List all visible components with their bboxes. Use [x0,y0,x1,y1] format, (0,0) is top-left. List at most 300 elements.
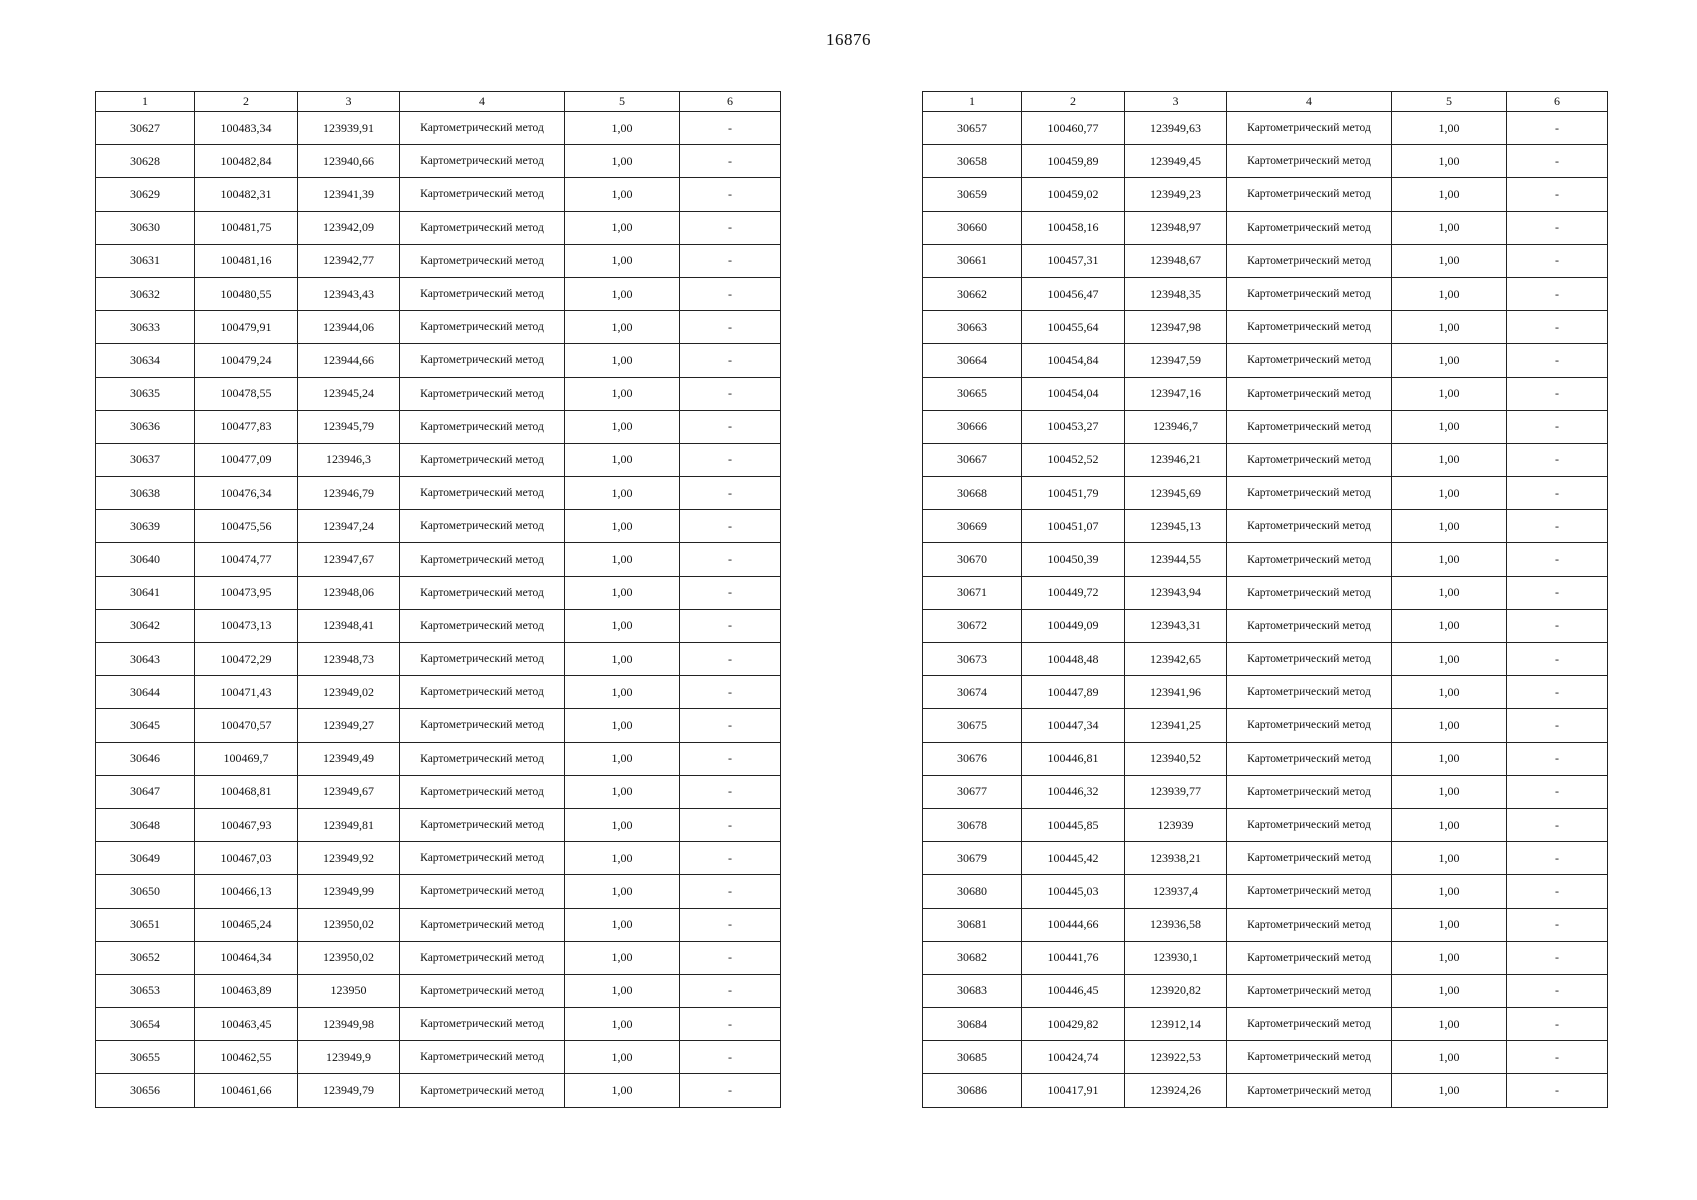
x-coordinate-cell: 100447,89 [1022,676,1125,709]
x-coordinate-cell: 100473,95 [195,576,298,609]
note-cell: - [680,477,781,510]
column-header-3: 3 [1125,92,1227,112]
table-row [96,941,781,974]
table-row [96,709,781,742]
point-number-cell: 30664 [923,344,1022,377]
table-row [923,277,1608,310]
x-coordinate-cell: 100467,03 [195,842,298,875]
y-coordinate-cell: 123930,1 [1125,941,1227,974]
note-cell: - [1507,908,1608,941]
method-cell: Картометрический метод [400,543,565,576]
accuracy-cell: 1,00 [565,609,680,642]
point-number-cell: 30681 [923,908,1022,941]
point-number-cell: 30627 [96,112,195,145]
y-coordinate-cell: 123949,23 [1125,178,1227,211]
table-row [923,410,1608,443]
note-cell: - [1507,543,1608,576]
method-cell: Картометрический метод [400,311,565,344]
coordinates-table-right [922,91,1608,1108]
table-row [923,941,1608,974]
accuracy-cell: 1,00 [565,145,680,178]
point-number-cell: 30649 [96,842,195,875]
point-number-cell: 30634 [96,344,195,377]
x-coordinate-cell: 100449,09 [1022,609,1125,642]
column-header-2: 2 [195,92,298,112]
column-header-3: 3 [298,92,400,112]
y-coordinate-cell: 123949,81 [298,808,400,841]
table-row [923,244,1608,277]
point-number-cell: 30671 [923,576,1022,609]
accuracy-cell: 1,00 [1392,377,1507,410]
method-cell: Картометрический метод [400,643,565,676]
point-number-cell: 30667 [923,443,1022,476]
note-cell: - [680,1041,781,1074]
y-coordinate-cell: 123947,98 [1125,311,1227,344]
x-coordinate-cell: 100458,16 [1022,211,1125,244]
table-row [96,344,781,377]
y-coordinate-cell: 123947,16 [1125,377,1227,410]
point-number-cell: 30650 [96,875,195,908]
table-row [923,908,1608,941]
note-cell: - [1507,410,1608,443]
column-header-1: 1 [96,92,195,112]
y-coordinate-cell: 123940,52 [1125,742,1227,775]
table-row [923,211,1608,244]
table-row [96,875,781,908]
y-coordinate-cell: 123950,02 [298,908,400,941]
table-row [96,676,781,709]
accuracy-cell: 1,00 [565,211,680,244]
point-number-cell: 30653 [96,974,195,1007]
accuracy-cell: 1,00 [565,941,680,974]
y-coordinate-cell: 123949,99 [298,875,400,908]
point-number-cell: 30630 [96,211,195,244]
method-cell: Картометрический метод [1227,643,1392,676]
method-cell: Картометрический метод [1227,377,1392,410]
x-coordinate-cell: 100449,72 [1022,576,1125,609]
y-coordinate-cell: 123947,59 [1125,344,1227,377]
x-coordinate-cell: 100476,34 [195,477,298,510]
y-coordinate-cell: 123949,45 [1125,145,1227,178]
point-number-cell: 30670 [923,543,1022,576]
y-coordinate-cell: 123939,77 [1125,775,1227,808]
x-coordinate-cell: 100482,84 [195,145,298,178]
note-cell: - [680,908,781,941]
y-coordinate-cell: 123941,96 [1125,676,1227,709]
y-coordinate-cell: 123949,67 [298,775,400,808]
point-number-cell: 30676 [923,742,1022,775]
point-number-cell: 30677 [923,775,1022,808]
note-cell: - [1507,1074,1608,1107]
point-number-cell: 30645 [96,709,195,742]
method-cell: Картометрический метод [1227,443,1392,476]
accuracy-cell: 1,00 [565,842,680,875]
accuracy-cell: 1,00 [565,112,680,145]
point-number-cell: 30656 [96,1074,195,1107]
method-cell: Картометрический метод [1227,178,1392,211]
point-number-cell: 30686 [923,1074,1022,1107]
point-number-cell: 30668 [923,477,1022,510]
note-cell: - [1507,1041,1608,1074]
y-coordinate-cell: 123924,26 [1125,1074,1227,1107]
note-cell: - [680,244,781,277]
note-cell: - [680,875,781,908]
note-cell: - [1507,676,1608,709]
accuracy-cell: 1,00 [565,576,680,609]
y-coordinate-cell: 123942,77 [298,244,400,277]
x-coordinate-cell: 100450,39 [1022,543,1125,576]
method-cell: Картометрический метод [1227,211,1392,244]
point-number-cell: 30673 [923,643,1022,676]
y-coordinate-cell: 123938,21 [1125,842,1227,875]
x-coordinate-cell: 100460,77 [1022,112,1125,145]
accuracy-cell: 1,00 [565,377,680,410]
point-number-cell: 30633 [96,311,195,344]
method-cell: Картометрический метод [400,1074,565,1107]
point-number-cell: 30662 [923,277,1022,310]
point-number-cell: 30636 [96,410,195,443]
y-coordinate-cell: 123939,91 [298,112,400,145]
accuracy-cell: 1,00 [1392,277,1507,310]
column-header-4: 4 [1227,92,1392,112]
table-row [96,543,781,576]
method-cell: Картометрический метод [1227,244,1392,277]
x-coordinate-cell: 100444,66 [1022,908,1125,941]
table-row [923,443,1608,476]
table-row [96,377,781,410]
method-cell: Картометрический метод [1227,311,1392,344]
y-coordinate-cell: 123949,9 [298,1041,400,1074]
accuracy-cell: 1,00 [565,643,680,676]
x-coordinate-cell: 100481,16 [195,244,298,277]
method-cell: Картометрический метод [400,377,565,410]
accuracy-cell: 1,00 [565,543,680,576]
table-row [96,808,781,841]
x-coordinate-cell: 100474,77 [195,543,298,576]
point-number-cell: 30635 [96,377,195,410]
note-cell: - [680,1008,781,1041]
point-number-cell: 30660 [923,211,1022,244]
table-row [923,974,1608,1007]
note-cell: - [680,277,781,310]
accuracy-cell: 1,00 [1392,643,1507,676]
method-cell: Картометрический метод [400,676,565,709]
accuracy-cell: 1,00 [1392,443,1507,476]
accuracy-cell: 1,00 [565,775,680,808]
point-number-cell: 30641 [96,576,195,609]
accuracy-cell: 1,00 [1392,609,1507,642]
accuracy-cell: 1,00 [1392,477,1507,510]
table-row [96,277,781,310]
point-number-cell: 30640 [96,543,195,576]
point-number-cell: 30675 [923,709,1022,742]
method-cell: Картометрический метод [400,477,565,510]
table-row [96,643,781,676]
accuracy-cell: 1,00 [565,1074,680,1107]
x-coordinate-cell: 100451,79 [1022,477,1125,510]
point-number-cell: 30642 [96,609,195,642]
y-coordinate-cell: 123949,02 [298,676,400,709]
point-number-cell: 30669 [923,510,1022,543]
accuracy-cell: 1,00 [565,510,680,543]
accuracy-cell: 1,00 [565,808,680,841]
point-number-cell: 30682 [923,941,1022,974]
x-coordinate-cell: 100459,89 [1022,145,1125,178]
point-number-cell: 30678 [923,808,1022,841]
note-cell: - [680,178,781,211]
point-number-cell: 30647 [96,775,195,808]
y-coordinate-cell: 123936,58 [1125,908,1227,941]
note-cell: - [680,775,781,808]
y-coordinate-cell: 123948,67 [1125,244,1227,277]
x-coordinate-cell: 100446,45 [1022,974,1125,1007]
y-coordinate-cell: 123944,55 [1125,543,1227,576]
table-row [96,510,781,543]
accuracy-cell: 1,00 [565,277,680,310]
method-cell: Картометрический метод [1227,277,1392,310]
point-number-cell: 30644 [96,676,195,709]
table-row [96,211,781,244]
note-cell: - [1507,609,1608,642]
x-coordinate-cell: 100462,55 [195,1041,298,1074]
table-row [96,609,781,642]
method-cell: Картометрический метод [1227,875,1392,908]
y-coordinate-cell: 123943,31 [1125,609,1227,642]
note-cell: - [1507,211,1608,244]
accuracy-cell: 1,00 [565,477,680,510]
point-number-cell: 30659 [923,178,1022,211]
method-cell: Картометрический метод [1227,842,1392,875]
y-coordinate-cell: 123950 [298,974,400,1007]
x-coordinate-cell: 100454,84 [1022,344,1125,377]
note-cell: - [680,377,781,410]
note-cell: - [680,1074,781,1107]
point-number-cell: 30679 [923,842,1022,875]
note-cell: - [1507,1008,1608,1041]
x-coordinate-cell: 100477,83 [195,410,298,443]
x-coordinate-cell: 100478,55 [195,377,298,410]
y-coordinate-cell: 123947,24 [298,510,400,543]
note-cell: - [680,510,781,543]
accuracy-cell: 1,00 [1392,808,1507,841]
table-row [96,311,781,344]
note-cell: - [1507,808,1608,841]
x-coordinate-cell: 100471,43 [195,676,298,709]
point-number-cell: 30680 [923,875,1022,908]
y-coordinate-cell: 123949,98 [298,1008,400,1041]
method-cell: Картометрический метод [1227,410,1392,443]
y-coordinate-cell: 123912,14 [1125,1008,1227,1041]
method-cell: Картометрический метод [400,842,565,875]
y-coordinate-cell: 123943,43 [298,277,400,310]
note-cell: - [1507,244,1608,277]
accuracy-cell: 1,00 [565,443,680,476]
column-header-1: 1 [923,92,1022,112]
note-cell: - [1507,842,1608,875]
note-cell: - [680,311,781,344]
note-cell: - [680,609,781,642]
point-number-cell: 30661 [923,244,1022,277]
method-cell: Картометрический метод [400,145,565,178]
accuracy-cell: 1,00 [1392,510,1507,543]
note-cell: - [1507,145,1608,178]
table-row [923,609,1608,642]
y-coordinate-cell: 123946,3 [298,443,400,476]
method-cell: Картометрический метод [1227,974,1392,1007]
x-coordinate-cell: 100445,85 [1022,808,1125,841]
x-coordinate-cell: 100446,81 [1022,742,1125,775]
accuracy-cell: 1,00 [565,410,680,443]
note-cell: - [1507,277,1608,310]
method-cell: Картометрический метод [400,344,565,377]
note-cell: - [1507,576,1608,609]
table-row [923,543,1608,576]
y-coordinate-cell: 123949,63 [1125,112,1227,145]
accuracy-cell: 1,00 [1392,145,1507,178]
table-row [923,145,1608,178]
x-coordinate-cell: 100446,32 [1022,775,1125,808]
method-cell: Картометрический метод [400,443,565,476]
table-row [96,244,781,277]
y-coordinate-cell: 123942,65 [1125,643,1227,676]
point-number-cell: 30648 [96,808,195,841]
accuracy-cell: 1,00 [1392,775,1507,808]
accuracy-cell: 1,00 [1392,908,1507,941]
note-cell: - [680,842,781,875]
method-cell: Картометрический метод [1227,676,1392,709]
method-cell: Картометрический метод [400,808,565,841]
accuracy-cell: 1,00 [565,311,680,344]
table-row [96,842,781,875]
accuracy-cell: 1,00 [1392,410,1507,443]
table-row [96,145,781,178]
y-coordinate-cell: 123939 [1125,808,1227,841]
page-number: 16876 [826,30,871,49]
note-cell: - [1507,477,1608,510]
x-coordinate-cell: 100466,13 [195,875,298,908]
method-cell: Картометрический метод [1227,775,1392,808]
method-cell: Картометрический метод [1227,344,1392,377]
x-coordinate-cell: 100482,31 [195,178,298,211]
table-row [923,1074,1608,1107]
note-cell: - [1507,377,1608,410]
note-cell: - [680,443,781,476]
method-cell: Картометрический метод [400,875,565,908]
method-cell: Картометрический метод [1227,576,1392,609]
table-row [96,178,781,211]
accuracy-cell: 1,00 [565,974,680,1007]
x-coordinate-cell: 100459,02 [1022,178,1125,211]
x-coordinate-cell: 100481,75 [195,211,298,244]
table-row [923,112,1608,145]
point-number-cell: 30685 [923,1041,1022,1074]
accuracy-cell: 1,00 [1392,709,1507,742]
method-cell: Картометрический метод [400,709,565,742]
y-coordinate-cell: 123950,02 [298,941,400,974]
method-cell: Картометрический метод [400,609,565,642]
table-body [923,112,1608,1108]
x-coordinate-cell: 100483,34 [195,112,298,145]
method-cell: Картометрический метод [1227,609,1392,642]
accuracy-cell: 1,00 [1392,1008,1507,1041]
note-cell: - [680,344,781,377]
x-coordinate-cell: 100464,34 [195,941,298,974]
note-cell: - [680,709,781,742]
table-row [923,477,1608,510]
point-number-cell: 30683 [923,974,1022,1007]
note-cell: - [1507,941,1608,974]
x-coordinate-cell: 100479,91 [195,311,298,344]
x-coordinate-cell: 100447,34 [1022,709,1125,742]
table-row [96,1041,781,1074]
x-coordinate-cell: 100467,93 [195,808,298,841]
table-row [96,742,781,775]
point-number-cell: 30632 [96,277,195,310]
y-coordinate-cell: 123948,41 [298,609,400,642]
accuracy-cell: 1,00 [565,709,680,742]
method-cell: Картометрический метод [1227,477,1392,510]
x-coordinate-cell: 100463,45 [195,1008,298,1041]
point-number-cell: 30643 [96,643,195,676]
method-cell: Картометрический метод [1227,112,1392,145]
note-cell: - [1507,775,1608,808]
method-cell: Картометрический метод [1227,1074,1392,1107]
x-coordinate-cell: 100453,27 [1022,410,1125,443]
y-coordinate-cell: 123949,49 [298,742,400,775]
accuracy-cell: 1,00 [1392,676,1507,709]
point-number-cell: 30663 [923,311,1022,344]
accuracy-cell: 1,00 [1392,842,1507,875]
accuracy-cell: 1,00 [1392,211,1507,244]
method-cell: Картометрический метод [1227,709,1392,742]
table-row [923,510,1608,543]
y-coordinate-cell: 123949,79 [298,1074,400,1107]
x-coordinate-cell: 100448,48 [1022,643,1125,676]
point-number-cell: 30672 [923,609,1022,642]
x-coordinate-cell: 100429,82 [1022,1008,1125,1041]
x-coordinate-cell: 100461,66 [195,1074,298,1107]
accuracy-cell: 1,00 [1392,974,1507,1007]
column-header-6: 6 [1507,92,1608,112]
note-cell: - [1507,875,1608,908]
point-number-cell: 30654 [96,1008,195,1041]
y-coordinate-cell: 123940,66 [298,145,400,178]
point-number-cell: 30631 [96,244,195,277]
x-coordinate-cell: 100480,55 [195,277,298,310]
note-cell: - [1507,974,1608,1007]
note-cell: - [680,576,781,609]
point-number-cell: 30646 [96,742,195,775]
y-coordinate-cell: 123946,79 [298,477,400,510]
point-number-cell: 30684 [923,1008,1022,1041]
method-cell: Картометрический метод [1227,742,1392,775]
table-row [96,775,781,808]
method-cell: Картометрический метод [400,1008,565,1041]
accuracy-cell: 1,00 [1392,543,1507,576]
point-number-cell: 30657 [923,112,1022,145]
y-coordinate-cell: 123948,06 [298,576,400,609]
point-number-cell: 30629 [96,178,195,211]
y-coordinate-cell: 123948,73 [298,643,400,676]
table-row [96,1074,781,1107]
point-number-cell: 30658 [923,145,1022,178]
x-coordinate-cell: 100473,13 [195,609,298,642]
method-cell: Картометрический метод [1227,1008,1392,1041]
y-coordinate-cell: 123941,39 [298,178,400,211]
x-coordinate-cell: 100445,42 [1022,842,1125,875]
y-coordinate-cell: 123920,82 [1125,974,1227,1007]
method-cell: Картометрический метод [400,211,565,244]
